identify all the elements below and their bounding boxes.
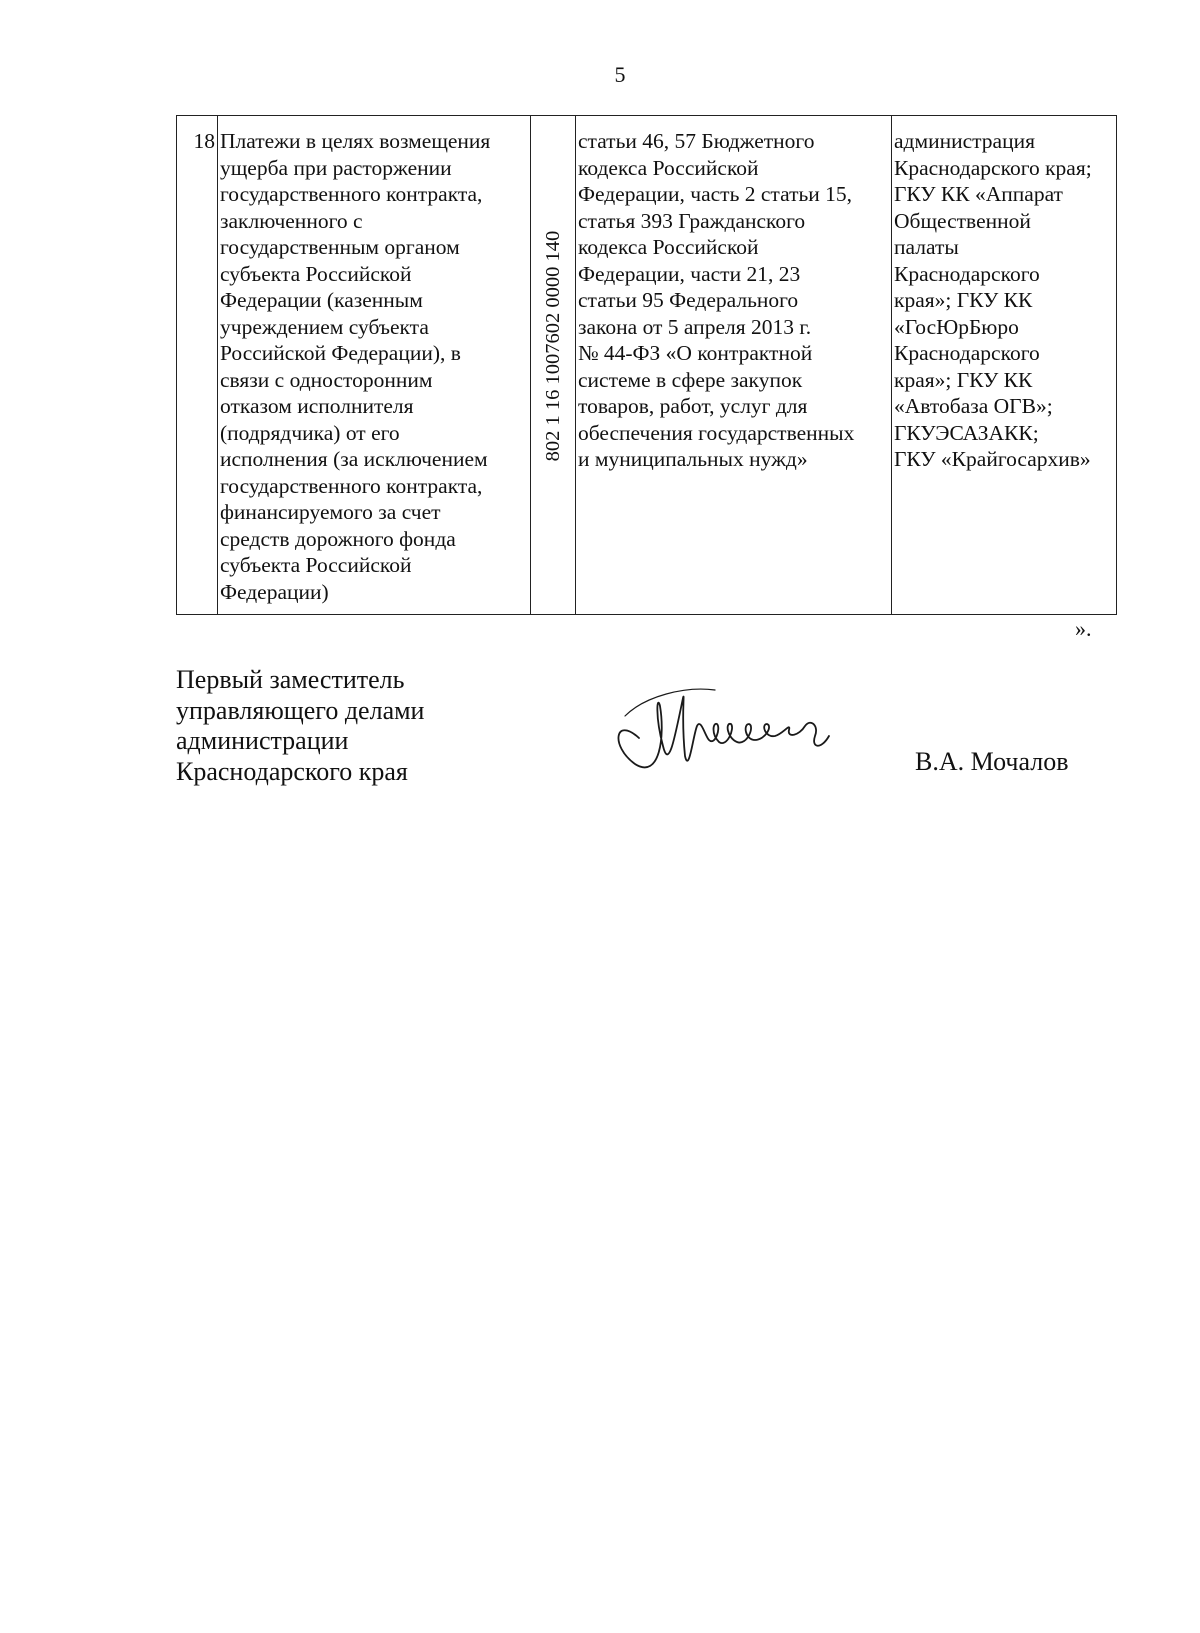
basis-line: статья 393 Гражданского [578, 208, 806, 233]
basis-line: закона от 5 апреля 2013 г. [578, 314, 812, 339]
administrator-line: ГКУ КК «Аппарат [894, 182, 1063, 206]
description-line: связи с односторонним [220, 367, 433, 392]
description-line: Российской Федерации), в [220, 341, 461, 365]
basis-line: системе в сфере закупок [578, 367, 803, 392]
administrator-line: края»; ГКУ КК [894, 288, 1033, 312]
basis-line: кодекса Российской [578, 235, 759, 259]
signatory-position [176, 665, 424, 787]
administrator-line: «Автобаза ОГВ»; [894, 394, 1053, 418]
description-line: субъекта Российской [220, 261, 412, 286]
basis-line: статьи 46, 57 Бюджетного [578, 129, 815, 153]
position-line: Краснодарского края [176, 756, 408, 786]
description-line: государственного контракта, [220, 473, 483, 498]
description-line: заключенного с [220, 208, 363, 233]
page-number: 5 [614, 62, 626, 87]
signatory-name: В.А. Мочалов [915, 747, 1069, 776]
description-line: учреждением субъекта [220, 314, 429, 339]
administrator-line: ГКУЭСАЗАКК; [894, 420, 1039, 445]
legal-basis [576, 116, 892, 615]
administrator-line: администрация [894, 129, 1035, 153]
description-line: государственным органом [220, 235, 460, 259]
basis-line: Федерации, части 21, 23 [578, 261, 801, 286]
description-line: Федерации (казенным [220, 288, 423, 312]
basis-line: Федерации, часть 2 статьи 15, [578, 182, 853, 206]
administrator-line: Общественной [894, 208, 1031, 233]
basis-line: товаров, работ, услуг для [578, 394, 808, 418]
basis-line: обеспечения государственных [578, 420, 855, 445]
description-line: средств дорожного фонда [220, 526, 456, 551]
administrator-line: Краснодарского [894, 341, 1040, 365]
position-line: администрации [176, 726, 349, 755]
basis-line: статьи 95 Федерального [578, 288, 799, 312]
row-description [218, 116, 531, 615]
administrator-line: «ГосЮрБюро [894, 314, 1019, 339]
handwritten-signature [605, 676, 845, 786]
position-line: управляющего делами [176, 695, 425, 725]
description-line: (подрядчика) от его [220, 420, 400, 445]
basis-line: № 44-ФЗ «О контрактной [578, 341, 813, 365]
table-row [177, 116, 1117, 615]
description-line: Платежи в целях возмещения [220, 129, 491, 153]
revenue-table [176, 115, 1117, 615]
administrator-line: края»; ГКУ КК [894, 367, 1033, 392]
description-line: исполнения (за исключением [220, 447, 488, 471]
administrator-line: Краснодарского края; [894, 155, 1092, 180]
basis-line: и муниципальных нужд» [578, 447, 808, 471]
description-line: Федерации) [220, 579, 329, 604]
classification-code-cell [531, 116, 576, 615]
closing-quote: ». [1075, 616, 1092, 641]
classification-code: 802 1 16 1007602 0000 140 [541, 230, 564, 462]
administrator-line: ГКУ «Крайгосархив» [894, 447, 1091, 471]
basis-line: кодекса Российской [578, 155, 759, 180]
description-line: субъекта Российской [220, 553, 412, 577]
administrator-line: палаты [894, 235, 959, 259]
description-line: отказом исполнителя [220, 394, 414, 418]
description-line: ущерба при расторжении [220, 155, 452, 180]
description-line: государственного контракта, [220, 182, 483, 206]
description-line: финансируемого за счет [220, 500, 441, 524]
row-number: 18 [177, 116, 218, 615]
position-line: Первый заместитель [176, 665, 405, 694]
administrator-line: Краснодарского [894, 261, 1040, 286]
administrator [892, 116, 1117, 615]
